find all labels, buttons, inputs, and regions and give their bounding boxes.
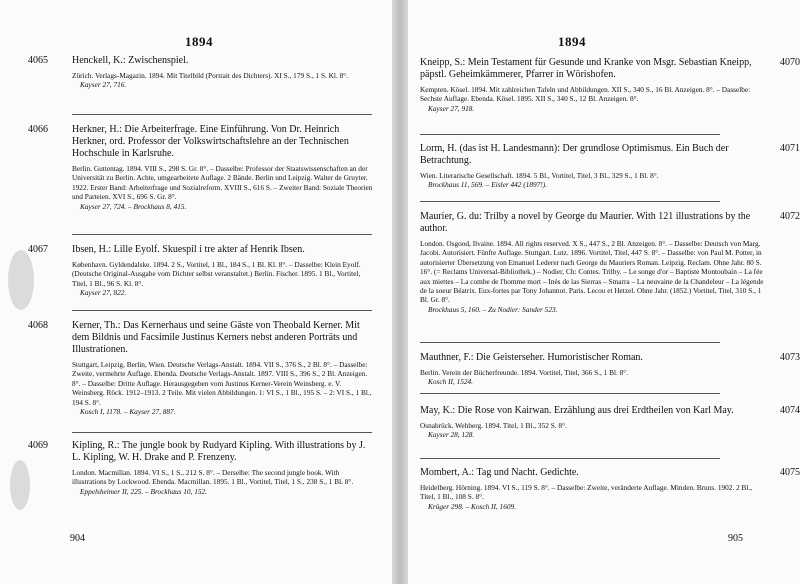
entry-heading: Mombert, A.: Tag und Nacht. Gedichte. bbox=[420, 467, 579, 478]
entry-heading: Ibsen, H.: Lille Eyolf. Skuespil i tre akter af Henrik Ibsen. bbox=[72, 244, 305, 255]
entry-number: 4070 bbox=[780, 57, 800, 68]
entry-divider bbox=[420, 201, 720, 202]
entry-heading: Henckell, K.: Zwischenspiel. bbox=[72, 55, 189, 66]
entry-divider bbox=[420, 342, 720, 343]
paper-blemish bbox=[10, 460, 30, 510]
entry-divider bbox=[72, 234, 372, 235]
entry-reference: Eppelsheimer II, 225. – Brockhaus 10, 152. bbox=[80, 486, 207, 496]
entry-publication: Stuttgart, Leipzig, Berlin, Wien. Deutsche Verlags-Anstalt. 1894. VII S., 376 S., 2 Bl. 8°. – Dasselbe: Zweite, vermehrte Auflage. Ebenda. Deutsche Verlags-Anstalt. 1897. VIII S., 396 S., 2 Bl. Anzeigen. 8°. – Dasselbe: Dritte Auflage. Herausgegeben vom Justinus Kerner-Verein Weinsberg. e. V. Weinsberg. Röck. 1912–1913. 2 Teile. Mit vielen Abbildungen. 1: VI S., 1 Bl., 195 S. – 2: VI S., 1 Bl., 194 S. 8°. bbox=[72, 360, 372, 407]
entry-heading: Lorm, H. (das ist H. Landesmann): Der grundlose Optimismus. Ein Buch der Betrachtung. bbox=[420, 143, 729, 166]
page-number: 905 bbox=[728, 533, 743, 544]
entry-publication: London. Osgood, Ilvaine. 1894. All rights reserved. X S., 447 S., 2 Bl. Anzeigen. 8°. – Dasselbe: Deutsch von Marg. Jacobi. Autorisiert. Fünfte Auflage. Stuttgart. Lutz. 1896. Vortitel, Titel, 447 S. 8°. – Dasselbe: von Paul M. Potter, in autorisierter Übersetzung von Emanuel Lederer nach George du Mauriers Roman. Leipzig. Reclam. Ohne Jahr. 80 S. 16°. (= Reclams Universal-Bibliothek.) – Nodier, Ch: Contes. Trilby. – Le songe d'or – Baptiste Montoubain – La fée aux miettes – La combe de l'homme mort – Inès de las Sierras – Smarra – La neuvaine de la Chandeleur – La légende de la soeur Béatrix. Eux-fortes par Tony Johannot. Paris. Lecou et Hetzel. Ohne Jahr. (1852.) Vortitel, Titel, 310 S., 1 Bl. Gr. 8°. bbox=[420, 239, 764, 305]
entry-divider bbox=[72, 310, 372, 311]
entry-heading: Kneipp, S.: Mein Testament für Gesunde und Kranke von Msgr. Sebastian Kneipp, päpstl. Geheimkämmerer, Pfarrer in Wörishofen. bbox=[420, 57, 752, 80]
entry-divider bbox=[72, 432, 372, 433]
entry-number: 4075 bbox=[780, 467, 800, 478]
entry-heading: May, K.: Die Rose von Kairwan. Erzählung aus drei Erdtheilen von Karl May. bbox=[420, 405, 734, 416]
entry-number: 4069 bbox=[28, 440, 48, 451]
entry-reference: Krüger 298. – Kosch II, 1609. bbox=[428, 501, 516, 511]
entry-reference: Kosch I, 1178. – Kayser 27, 887. bbox=[80, 407, 176, 417]
paper-blemish bbox=[8, 250, 34, 310]
book-gutter bbox=[392, 0, 408, 584]
entry-number: 4072 bbox=[780, 211, 800, 222]
entry-reference: Kayser 27, 822. bbox=[80, 288, 127, 298]
entry-divider bbox=[420, 458, 720, 459]
entry-reference: Kayser 27, 918. bbox=[428, 103, 475, 113]
entry-divider bbox=[420, 393, 720, 394]
entry-reference: Brockhaus 5, 160. – Zu Nodier: Sander 523. bbox=[428, 304, 558, 314]
entry-heading: Mauthner, F.: Die Geisterseher. Humoristischer Roman. bbox=[420, 352, 643, 363]
entry-heading: Kerner, Th.: Das Kernerhaus und seine Gäste von Theobald Kerner. Mit dem Bildnis und Facsimile Justinus Kerners nebst anderen Porträts und Illustrationen. bbox=[72, 320, 360, 355]
entry-publication: London. Macmillan. 1894. VI S., 1 S., 212 S. 8°. – Derselbe: The second jungle book. With illustrations by Lockwood. Ebenda. Macmillan. 1895. 1 Bl., Vortitel, Titel, 1 S., 238 S., 1 Bl. 8°. bbox=[72, 468, 354, 487]
right-page bbox=[408, 0, 800, 584]
entry-number: 4067 bbox=[28, 244, 48, 255]
left-page bbox=[0, 0, 392, 584]
entry-number: 4068 bbox=[28, 320, 48, 331]
running-head-year: 1894 bbox=[558, 34, 586, 49]
entry-publication: Wien. Literarische Gesellschaft. 1894. 5 Bl., Vortitel, Titel, 3 Bl., 329 S., 1 Bl. 8°. bbox=[420, 171, 659, 180]
entry-number: 4066 bbox=[28, 124, 48, 135]
entry-reference: Kosch II, 1524. bbox=[428, 377, 473, 387]
entry-publication: København. Gyldendalske. 1894. 2 S., Vortitel, 1 Bl., 184 S., 1 Bl. Kl. 8°. – Dasselbe: Klein Eyolf. (Deutsche Original-Ausgabe vom Dichter selbst veranstaltet.) Berlin. Fischer. 1895. 1 Bl., Vortitel, Titel, 1 Bl., 96 S. Kl. 8°. bbox=[72, 260, 361, 288]
entry-divider bbox=[420, 134, 720, 135]
entry-reference: Brockhaus 11, 569. – Eisler 442 (1897!). bbox=[428, 180, 547, 190]
page-number: 904 bbox=[70, 533, 85, 544]
entry-divider bbox=[72, 114, 372, 115]
entry-publication: Osnabrück. Wehberg. 1894. Titel, 1 Bl., 352 S. 8°. bbox=[420, 421, 567, 430]
entry-publication: Berlin. Guttentag. 1894. VIII S., 298 S. Gr. 8°. – Dasselbe: Professor der Staatswissenschaften an der Universität zu Berlin. Achte, umgearbeitete Auflage. 2 Bände. Berlin und Leipzig. Walter de Gruyter. 1922. Erster Band: Arbeiterfrage und Sozialreform. XVIII S., 616 S. – Zweiter Band: Soziale Theorien und Parteien. XVI S., 696 S. Gr. 8°. bbox=[72, 164, 373, 202]
entry-heading: Maurier, G. du: Trilby a novel by George du Maurier. With 121 illustrations by the author. bbox=[420, 211, 751, 234]
entry-number: 4073 bbox=[780, 352, 800, 363]
entry-publication: Kempten. Kösel. 1894. Mit zahlreichen Tafeln und Abbildungen. XII S., 340 S., 16 Bl. Anzeigen. 8°. – Dasselbe: Sechste Auflage. Ebenda. Kösel. 1895. XII S., 340 S., 12 Bl. Anzeigen. 8°. bbox=[420, 85, 751, 104]
entry-number: 4065 bbox=[28, 55, 48, 66]
entry-publication: Berlin. Verein der Bücherfreunde. 1894. Vortitel, Titel, 366 S., 1 Bl. 8°. bbox=[420, 368, 629, 377]
entry-number: 4074 bbox=[780, 405, 800, 416]
entry-heading: Kipling, R.: The jungle book by Rudyard Kipling. With illustrations by J. L. Kipling, W. H. Drake and P. Frenzeny. bbox=[72, 440, 366, 463]
entry-reference: Kayser 27, 724. – Brockhaus 8, 415. bbox=[80, 201, 187, 211]
entry-heading: Herkner, H.: Die Arbeiterfrage. Eine Einführung. Von Dr. Heinrich Herkner, ord. Professor der Volkswirtschaftslehre an der Technischen Hochschule in Karlsruhe. bbox=[72, 124, 349, 159]
entry-publication: Zürich. Verlags-Magazin. 1894. Mit Titelbild (Portrait des Dichters). XI S., 179 S., 1 S. Kl. 8°. bbox=[72, 71, 348, 80]
running-head-year: 1894 bbox=[185, 34, 213, 49]
entry-reference: Kayser 28, 128. bbox=[428, 430, 475, 440]
entry-number: 4071 bbox=[780, 143, 800, 154]
entry-reference: Kayser 27, 716. bbox=[80, 80, 127, 90]
entry-publication: Heidelberg. Hörning. 1894. VI S., 119 S. 8°. – Dasselbe: Zweite, veränderte Auflage. Minden. Bruns. 1902. 2 Bl., Titel, 1 Bl., 108 S. 8°. bbox=[420, 483, 753, 502]
